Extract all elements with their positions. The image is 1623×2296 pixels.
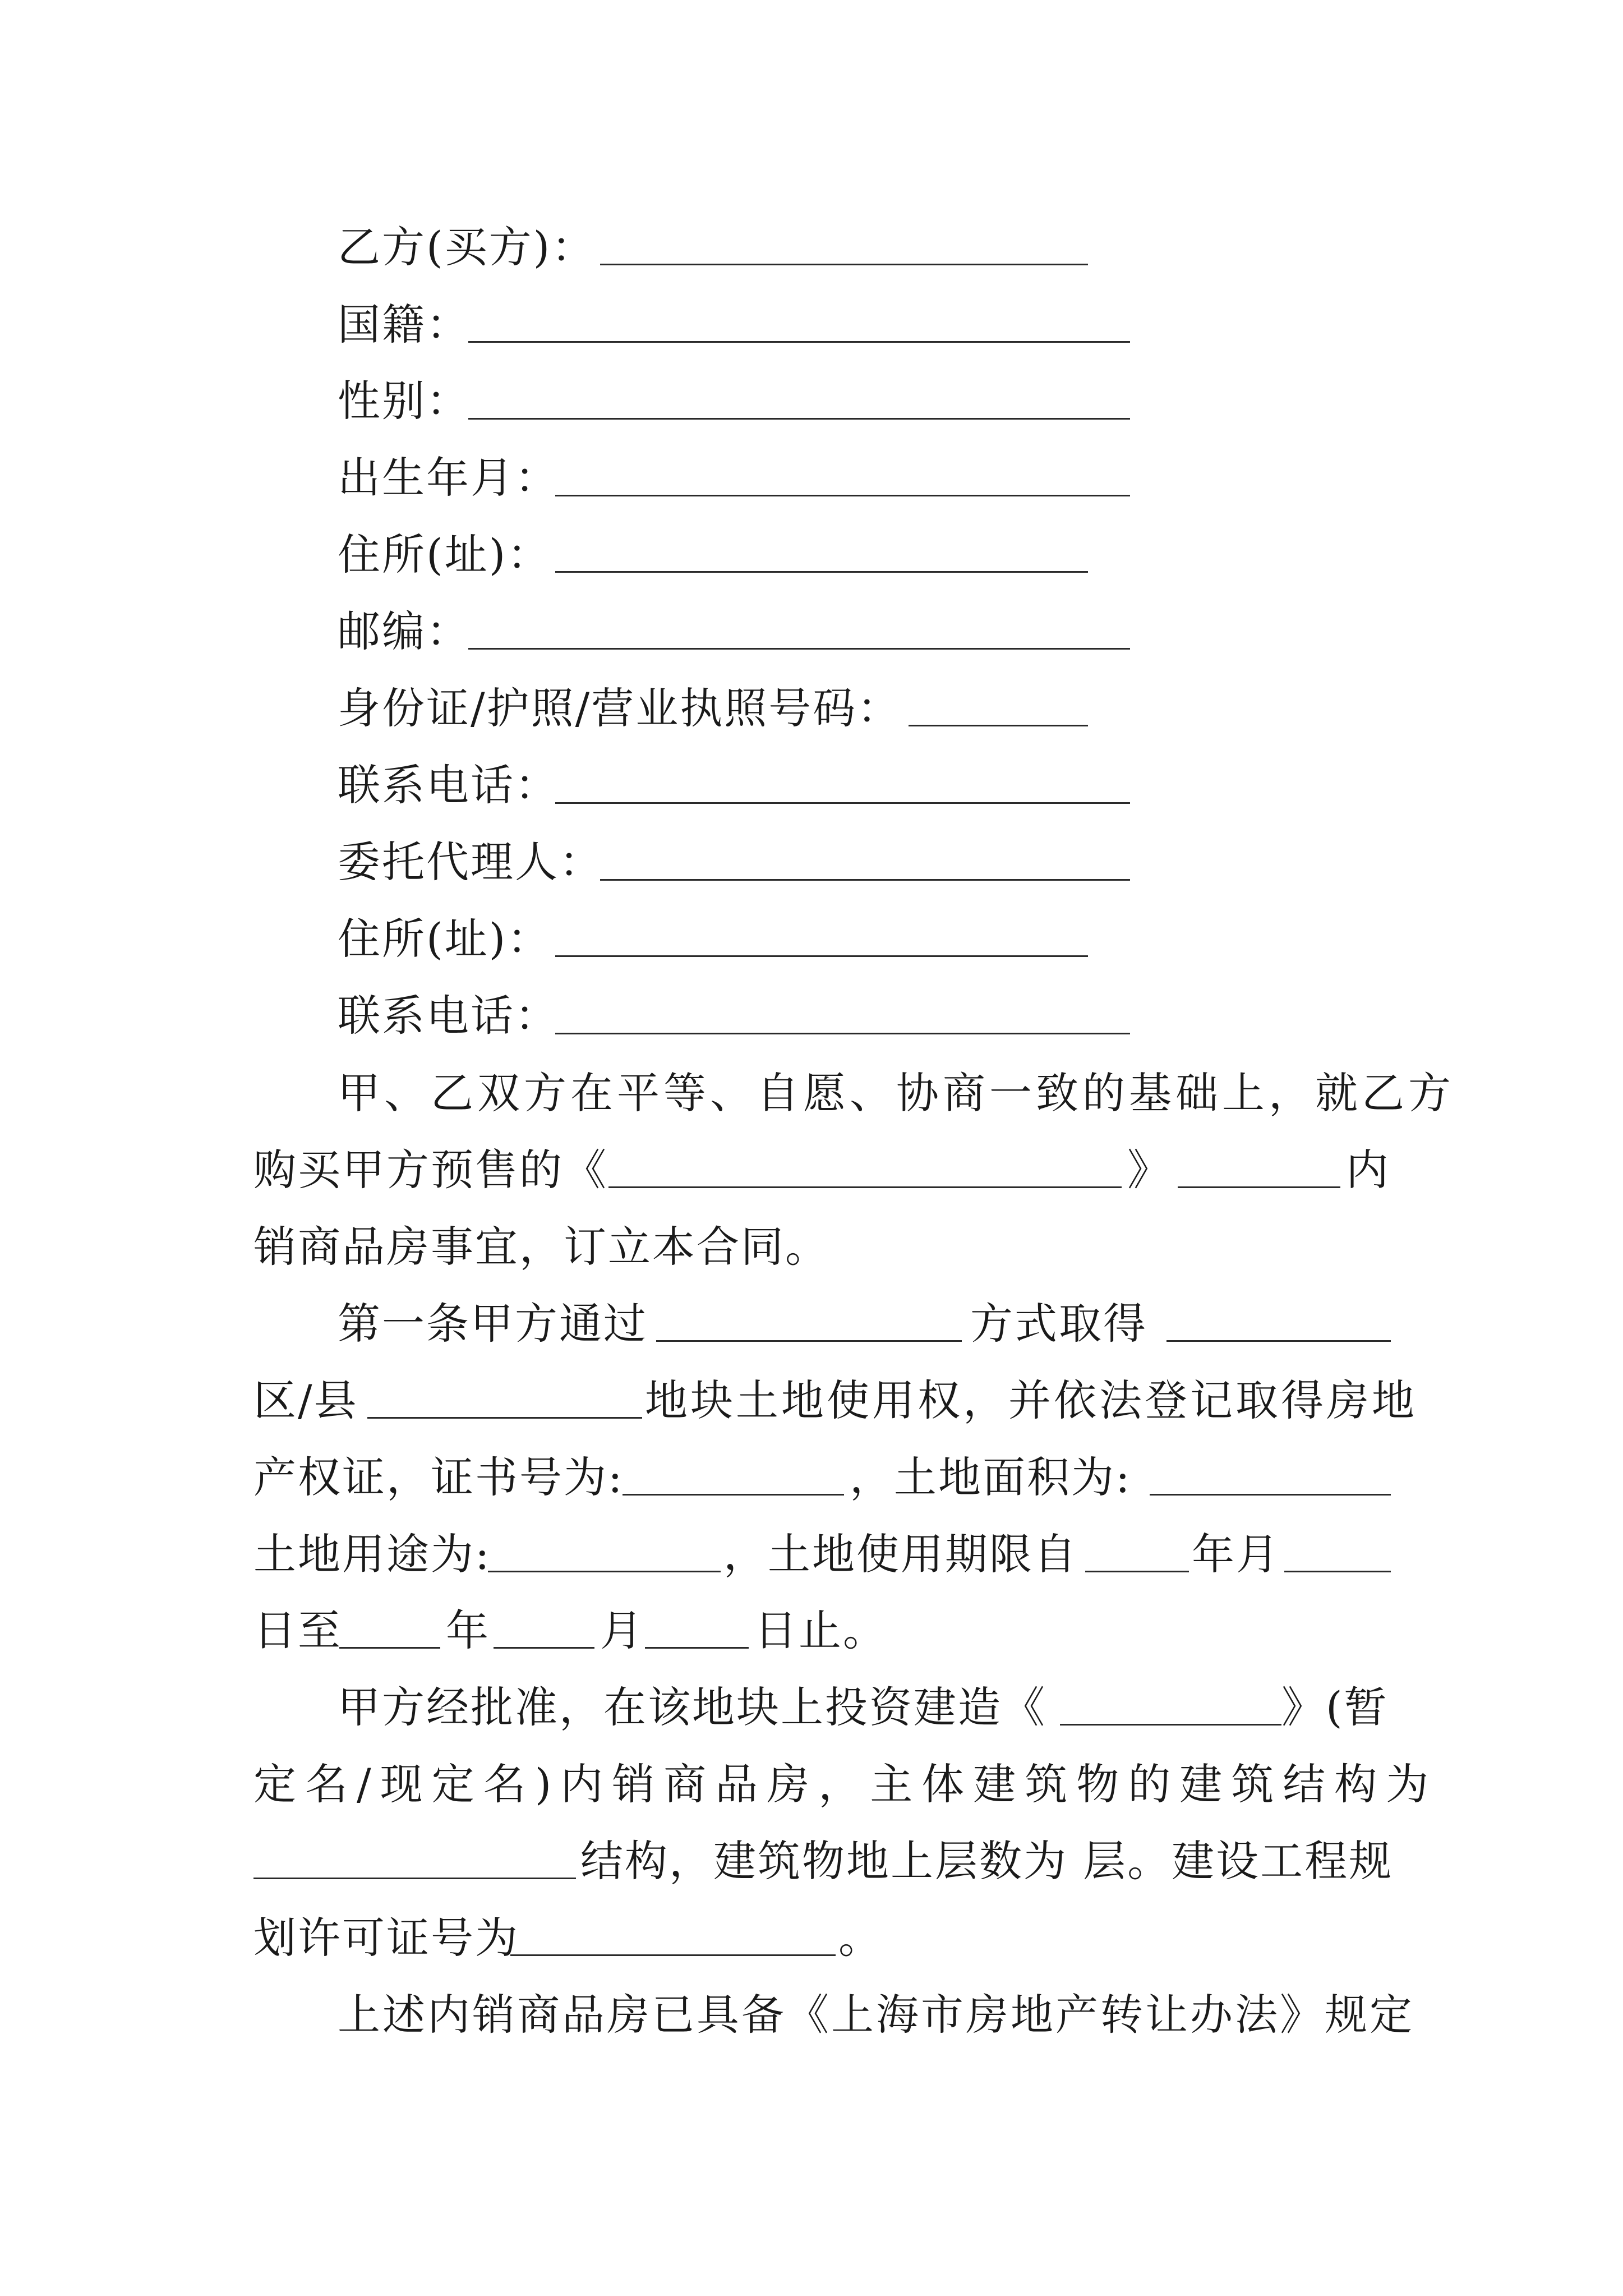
- end-month-blank[interactable]: [494, 1647, 594, 1649]
- para3-line4-start: 划许可证号为: [253, 1913, 519, 1963]
- article1-line5-end: 日止。: [754, 1605, 887, 1655]
- end-day-blank[interactable]: [645, 1647, 749, 1649]
- article1-line4-start: 土地用途为:: [253, 1529, 491, 1579]
- project-name-blank[interactable]: [608, 1186, 1122, 1188]
- land-area-blank[interactable]: [1150, 1494, 1391, 1496]
- agent-phone-label: 联系电话：: [338, 991, 559, 1041]
- birthdate-label: 出生年月：: [338, 453, 559, 503]
- structure-type-blank[interactable]: [253, 1878, 576, 1879]
- gender-blank[interactable]: [468, 418, 1130, 420]
- planning-permit-blank[interactable]: [510, 1954, 836, 1956]
- project-type-blank[interactable]: [1178, 1186, 1340, 1188]
- buyer-label: 乙方(买方)：: [338, 222, 596, 272]
- address-label: 住所(址)：: [338, 530, 552, 579]
- address-blank[interactable]: [555, 571, 1088, 573]
- para3-line1-start: 甲方经批准，在该地块上投资建造《: [338, 1682, 1046, 1732]
- article1-line5-start: 日至: [253, 1605, 342, 1655]
- building-name-blank[interactable]: [1060, 1724, 1281, 1726]
- phone-label: 联系电话：: [338, 760, 559, 810]
- id-number-blank[interactable]: [909, 725, 1088, 726]
- agent-address-label: 住所(址)：: [338, 914, 552, 964]
- plot-blank[interactable]: [367, 1417, 642, 1419]
- id-number-label: 身份证/护照/营业执照号码：: [338, 683, 902, 733]
- article1-line5-month: 月: [600, 1605, 644, 1655]
- gender-label: 性别：: [338, 376, 471, 426]
- agent-phone-blank[interactable]: [555, 1033, 1130, 1034]
- article1-line4-ym: 年月: [1192, 1529, 1280, 1579]
- article1-line1-start: 第一条甲方通过: [338, 1299, 648, 1349]
- para3-line3: 结构，建筑物地上层数为 层。建设工程规: [580, 1836, 1394, 1886]
- start-day-blank[interactable]: [1284, 1571, 1391, 1572]
- article1-line3-mid: ，土地面积为:: [850, 1452, 1132, 1502]
- postcode-label: 邮编：: [338, 606, 471, 656]
- district-blank[interactable]: [1166, 1340, 1391, 1342]
- buyer-blank[interactable]: [600, 264, 1088, 265]
- agent-blank[interactable]: [600, 879, 1130, 881]
- article1-line2-end: 地块土地使用权，并依法登记取得房地: [645, 1375, 1417, 1425]
- para1-line3: 销商品房事宜，订立本合同。: [253, 1222, 829, 1272]
- article1-line2-start: 区/县: [253, 1375, 358, 1425]
- para3-line2: 定名/现定名)内销商品房，主体建筑物的建筑结构为: [253, 1759, 1438, 1809]
- phone-blank[interactable]: [555, 802, 1130, 804]
- article1-line3-start: 产权证，证书号为:: [253, 1452, 624, 1502]
- para1-line2-close: 》: [1127, 1145, 1172, 1195]
- land-use-blank[interactable]: [488, 1571, 721, 1572]
- agent-address-blank[interactable]: [555, 955, 1088, 957]
- agent-label: 委托代理人：: [338, 837, 603, 887]
- nationality-label: 国籍：: [338, 300, 471, 349]
- para1-line1: 甲、乙双方在平等、自愿、协商一致的基础上，就乙方: [338, 1068, 1455, 1118]
- acquire-method-blank[interactable]: [656, 1340, 962, 1342]
- start-year-blank[interactable]: [1085, 1571, 1189, 1572]
- nationality-blank[interactable]: [468, 341, 1130, 343]
- para1-line2-start: 购买甲方预售的《: [253, 1145, 608, 1195]
- postcode-blank[interactable]: [468, 648, 1130, 650]
- end-year-blank[interactable]: [339, 1647, 440, 1649]
- article1-line5-year: 年: [446, 1605, 490, 1655]
- para4-line1: 上述内销商品房已具备《上海市房地产转让办法》规定: [338, 1990, 1414, 2040]
- birthdate-blank[interactable]: [555, 495, 1130, 496]
- para3-line1-end: 》(暂: [1281, 1682, 1389, 1732]
- article1-line1-mid: 方式取得: [970, 1299, 1147, 1349]
- para3-line4-end: 。: [838, 1913, 883, 1963]
- certificate-number-blank[interactable]: [623, 1494, 844, 1496]
- article1-line4-mid: ，土地使用期限自: [723, 1529, 1078, 1579]
- para1-line2-end: 内: [1346, 1145, 1390, 1195]
